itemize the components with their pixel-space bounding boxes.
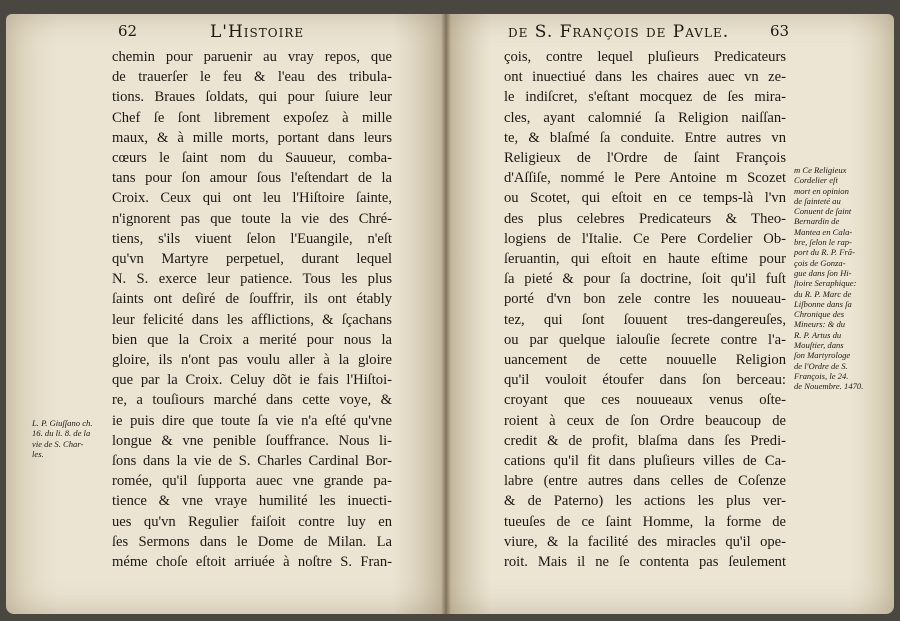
marginal-note-line: ſon Martyrologe — [794, 350, 851, 361]
marginal-note-line: mort en opinion — [794, 185, 849, 196]
text-line: labre (entre autres dans celles de Coſenze — [504, 473, 786, 490]
text-line: tez, qui ſont ſouuent tres-dangereuſes, — [504, 311, 786, 328]
text-line: N. S. exerce leur patience. Tous les plus — [112, 271, 392, 288]
text-line: te, & blaſmé ſa conduite. Entre autres vn — [504, 129, 786, 146]
text-line: Religieux de l'Ordre de ſaint François — [504, 150, 786, 167]
text-line: tience & vne vraye humilité les inuecti- — [112, 493, 392, 510]
marginal-note-line: R. P. Artus du — [794, 329, 842, 340]
text-line: ſaints ont deſiré de ſouffrir, ils ont étably — [112, 291, 392, 308]
marginal-note-line: du R. P. Marc de — [794, 288, 852, 299]
marginal-note-line: bre, ſelon le rap- — [794, 237, 852, 248]
text-line: roient à ceux de ſon Ordre beaucoup de — [504, 412, 786, 429]
text-line: de trauerſer le feu & l'eau des tribula- — [112, 69, 392, 86]
text-line: ou Scotet, qui eſtoit en ce temps-là l'vn — [504, 190, 786, 207]
right-running-head: de S. François de Pavle. — [508, 22, 730, 42]
text-line: longue & vne penible ſouffrance. Nous li- — [112, 432, 392, 449]
text-line: ont inuectiué dans les chaires auec vn ze- — [504, 69, 786, 86]
text-line: n'ignorent pas que toute la vie des Chré- — [112, 210, 392, 227]
left-marginal-note — [32, 418, 106, 459]
marginal-note-line: de l'Ordre de S. — [794, 360, 848, 371]
text-line: tions. Braues ſoldats, qui pour ſuiure leur — [112, 89, 392, 106]
text-line: chemin pour paruenir au vray repos, que — [112, 49, 392, 65]
marginal-note-line: port du R. P. Frã- — [794, 247, 855, 258]
text-line: le indiſcret, s'eſtant mocquez de ſes mira- — [504, 89, 786, 106]
marginal-note-line: de Nouembre. 1470. — [794, 381, 864, 392]
text-line: ſons dans la vie de S. Charles Cardinal Bor- — [112, 453, 392, 470]
text-line: des plus celebres Predicateurs & Theo- — [504, 210, 786, 227]
text-line: re, a touſiours marché dans cette voye, & — [112, 392, 392, 409]
left-page-body — [112, 47, 392, 572]
marginal-note-line: Bernardin de — [794, 216, 840, 227]
text-line: çois, contre lequel pluſieurs Predicateurs — [504, 49, 786, 65]
book-gutter — [441, 14, 451, 614]
text-line: & de Paterno) les actions les plus ver- — [504, 493, 786, 510]
text-line: ou par quelque ialouſie ſecrete contre l'a- — [504, 331, 786, 348]
text-line: qu'il vouloit étoufer dans ſon berceau: — [504, 372, 786, 389]
text-line: tueuſes de ce ſaint Homme, la forme de — [504, 513, 786, 530]
text-line: gloire, ils n'ont pas voulu aller à la gloire — [112, 352, 392, 369]
text-line: qu'vn Martyre perpetuel, durant lequel — [112, 251, 392, 268]
marginal-note-line: François, le 24. — [794, 370, 849, 381]
right-page-body — [504, 47, 786, 572]
marginal-note-line: Mantea en Cala- — [794, 226, 853, 237]
text-line: tiens, s'ils viuent ſelon l'Euangile, n'eſt — [112, 230, 392, 247]
marginal-note-line: 16. du li. 8. de la — [32, 428, 91, 439]
text-line: uancement de cette nouuelle Religion — [504, 352, 786, 369]
text-line: bien que la Croix a merité pour nous la — [112, 331, 392, 348]
text-line: que par la Croix. Celuy dõt ie fais l'Hiſtoi- — [112, 372, 392, 389]
marginal-note-line: Liſbonne dans ſa — [794, 298, 852, 309]
text-line: leur felicité dans les afflictions, & ſçachans — [112, 311, 392, 328]
text-line: d'Aſſiſe, nommé le Pere Antoine m Scozet — [504, 170, 786, 187]
text-line: Chef ſe ſont librement expoſez à mille — [112, 109, 392, 126]
marginal-note-line: Chronique des — [794, 309, 845, 320]
text-line: ues qu'vn Regulier faiſoit contre luy en — [112, 513, 392, 530]
text-line: credit & de profit, blaſma dans ſes Predi- — [504, 432, 786, 449]
text-line: ſeruantin, qui eſtoit en haute eſtime pour — [504, 251, 786, 268]
text-line: maux, & à mille morts, portant dans leurs — [112, 129, 392, 146]
marginal-note-line: Cordelier eſt — [794, 175, 838, 186]
marginal-note-line: de ſainteté au — [794, 195, 841, 206]
text-line: cœurs le ſaint nom du Sauueur, comba- — [112, 150, 392, 167]
text-line: romée, qu'il ſupporta auec vne grande pa- — [112, 473, 392, 490]
marginal-note-line: gue dans ſon Hi- — [794, 267, 852, 278]
text-line: Croix. Ceux qui ont leu l'Hiſtoire ſainte, — [112, 190, 392, 207]
right-marginal-note — [794, 165, 882, 392]
text-line: croyant que ces nouueaux venus oſte- — [504, 392, 786, 409]
marginal-note-line: les. — [32, 448, 44, 459]
text-line: ſa pieté & pour ſa doctrine, ſoit qu'il fuſt — [504, 271, 786, 288]
marginal-note-line: Mouſtier, dans — [794, 340, 844, 351]
marginal-note-line: Conuent de ſaint — [794, 206, 852, 217]
marginal-note-line: vie de S. Char- — [32, 438, 84, 449]
text-line: logiens de l'Italie. Ce Pere Cordelier Ob- — [504, 230, 786, 247]
text-line: ie puis dire que toute ſa vie n'a eſté qu'vne — [112, 412, 392, 429]
text-line: méme choſe eſtoit arriuée à noſtre S. Fran- — [112, 554, 392, 571]
left-running-head: L'Histoire — [210, 22, 305, 42]
right-page-number: 63 — [770, 22, 790, 40]
text-line: roit. Mais il ne ſe contenta pas ſeulement — [504, 554, 786, 571]
text-line: tans pour ſon amour ſous l'eſtendart de la — [112, 170, 392, 187]
text-line: cles, ayant calomnié ſa Religion naiſſan- — [504, 109, 786, 126]
text-line: porté d'vn bon zele contre les nouueau- — [504, 291, 786, 308]
marginal-note-line: m Ce Religieux — [794, 165, 847, 175]
marginal-note-line: ſtoire Seraphique: — [794, 278, 857, 289]
text-line: viure, & la facilité des miracles qu'il ope- — [504, 533, 786, 550]
marginal-note-line: L. P. Giuſſano ch. — [32, 418, 93, 428]
marginal-note-line: Mineurs: & du — [794, 319, 846, 330]
marginal-note-line: çois de Gonza- — [794, 257, 846, 268]
text-line: cations qu'il fit dans pluſieurs villes de Ca- — [504, 453, 786, 470]
left-page-number: 62 — [118, 22, 138, 40]
text-line: ſes Sermons dans le Dome de Milan. La — [112, 533, 392, 550]
